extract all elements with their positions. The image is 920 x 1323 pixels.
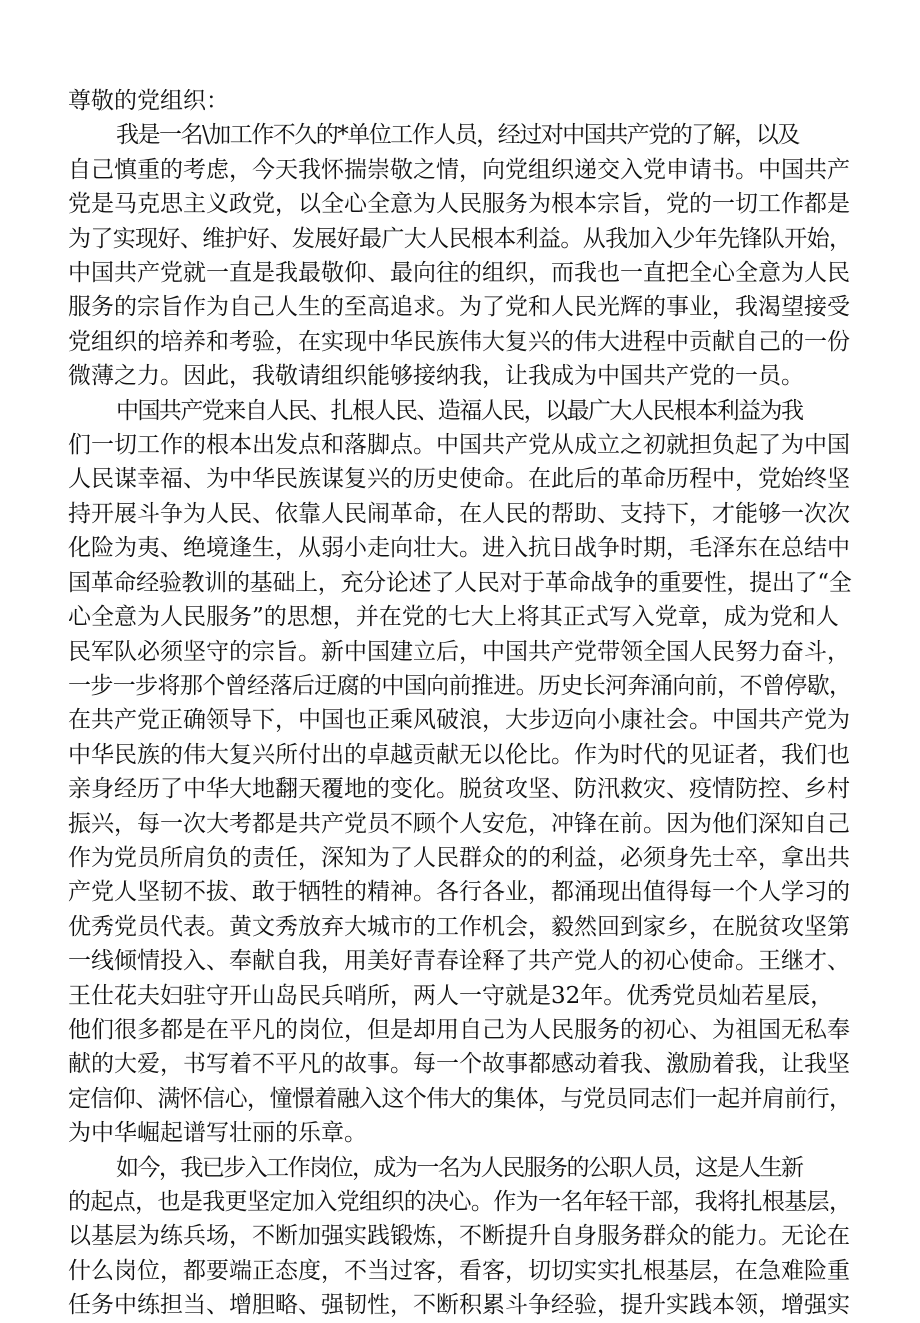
text-line: 心全意为人民服务”的思想，并在党的七大上将其正式写入党章，成为党和人 (68, 604, 839, 631)
paragraph-3 (68, 1151, 852, 1323)
text-line: 在共产党正确领导下，中国也正乘风破浪，大步迈向小康社会。中国共产党为 (68, 707, 850, 734)
text-line: 优秀党员代表。黄文秀放弃大城市的工作机会，毅然回到家乡，在脱贫攻坚第 (68, 913, 850, 940)
paragraph-2 (68, 394, 852, 1151)
text-line: 国革命经验教训的基础上，充分论述了人民对于革命战争的重要性，提出了“全 (68, 569, 852, 596)
text-line: 为了实现好、维护好、发展好最广大人民根本利益。从我加入少年先锋队开始， (68, 225, 852, 252)
text-line: 中国共产党来自人民、扎根人民、造福人民，以最广大人民根本利益为我 (116, 397, 803, 424)
text-line: 中国共产党就一直是我最敬仰、最向往的组织，而我也一直把全心全意为人民 (68, 260, 850, 287)
text-line: 一步一步将那个曾经落后迂腐的中国向前推进。历史长河奔涌向前，不曾停歇， (68, 672, 852, 699)
text-line: 民军队必须坚守的宗旨。新中国建立后，中国共产党带领全国人民努力奋斗， (68, 638, 850, 665)
text-line: 的起点，也是我更坚定加入党组织的决心。作为一名年轻干部，我将扎根基层， (68, 1189, 852, 1215)
text-line: 他们很多都是在平凡的岗位，但是却用自己为人民服务的初心、为祖国无私奉 (68, 1016, 850, 1043)
text-line: 什么岗位，都要端正态度，不当过客，看客，切切实实扎根基层，在急难险重 (68, 1257, 850, 1284)
salutation: 尊敬的党组织： (68, 88, 229, 114)
paragraph-1 (68, 118, 852, 393)
text-line: 化险为夷、绝境逢生，从弱小走向壮大。进入抗日战争时期，毛泽东在总结中 (68, 535, 850, 562)
text-line: 作为党员所肩负的责任，深知为了人民群众的的利益，必须身先士卒，拿出共 (68, 844, 850, 871)
text-line: 自己慎重的考虑，今天我怀揣崇敬之情，向党组织递交入党申请书。中国共产 (68, 156, 850, 183)
text-line: 一线倾情投入、奉献自我，用美好青春诠释了共产党人的初心使命。王继才、 (68, 948, 850, 975)
text-line: 中华民族的伟大复兴所付出的卓越贡献无以伦比。作为时代的见证者，我们也 (68, 741, 850, 768)
text-line: 任务中练担当、增胆略、强韧性，不断积累斗争经验，提升实践本领，增强实 (68, 1292, 850, 1319)
text-line: 定信仰、满怀信心，憧憬着融入这个伟大的集体，与党员同志们一起并肩前行， (68, 1085, 852, 1112)
text-line: 如今，我已步入工作岗位，成为一名为人民服务的公职人员，这是人生新 (116, 1154, 803, 1181)
text-line: 微薄之力。因此，我敬请组织能够接纳我，让我成为中国共产党的一员。 (68, 363, 804, 390)
text-line: 服务的宗旨作为自己人生的至高追求。为了党和人民光辉的事业，我渴望接受 (68, 294, 850, 321)
text-line: 为中华崛起谱写壮丽的乐章。 (68, 1120, 367, 1147)
text-line: 献的大爱，书写着不平凡的故事。每一个故事都感动着我、激励着我，让我坚 (68, 1051, 850, 1078)
text-line: 我是一名\加工作不久的*单位工作人员，经过对中国共产党的了解，以及 (116, 122, 799, 149)
text-line: 党是马克思主义政党，以全心全意为人民服务为根本宗旨，党的一切工作都是 (68, 191, 850, 218)
text-line: 以基层为练兵场，不断加强实践锻炼，不断提升自身服务群众的能力。无论在 (68, 1223, 850, 1250)
text-line: 王仕花夫妇驻守开山岛民兵哨所，两人一守就是32年。优秀党员灿若星辰， (68, 982, 834, 1009)
text-line: 们一切工作的根本出发点和落脚点。中国共产党从成立之初就担负起了为中国 (68, 432, 850, 459)
text-line: 党组织的培养和考验，在实现中华民族伟大复兴的伟大进程中贡献自己的一份 (68, 328, 850, 355)
text-line: 振兴，每一次大考都是共产党员不顾个人安危，冲锋在前。因为他们深知自己 (68, 810, 850, 837)
text-line: 人民谋幸福、为中华民族谋复兴的历史使命。在此后的革命历程中，党始终坚 (68, 466, 850, 493)
text-line: 产党人坚韧不拔、敢于牺牲的精神。各行各业，都涌现出值得每一个人学习的 (68, 879, 850, 906)
application-letter (68, 84, 852, 1323)
text-line: 持开展斗争为人民、依靠人民闹革命，在人民的帮助、支持下，才能够一次次 (68, 500, 850, 527)
letter-body (68, 118, 852, 1322)
text-line: 亲身经历了中华大地翻天覆地的变化。脱贫攻坚、防汛救灾、疫情防控、乡村 (68, 776, 850, 803)
